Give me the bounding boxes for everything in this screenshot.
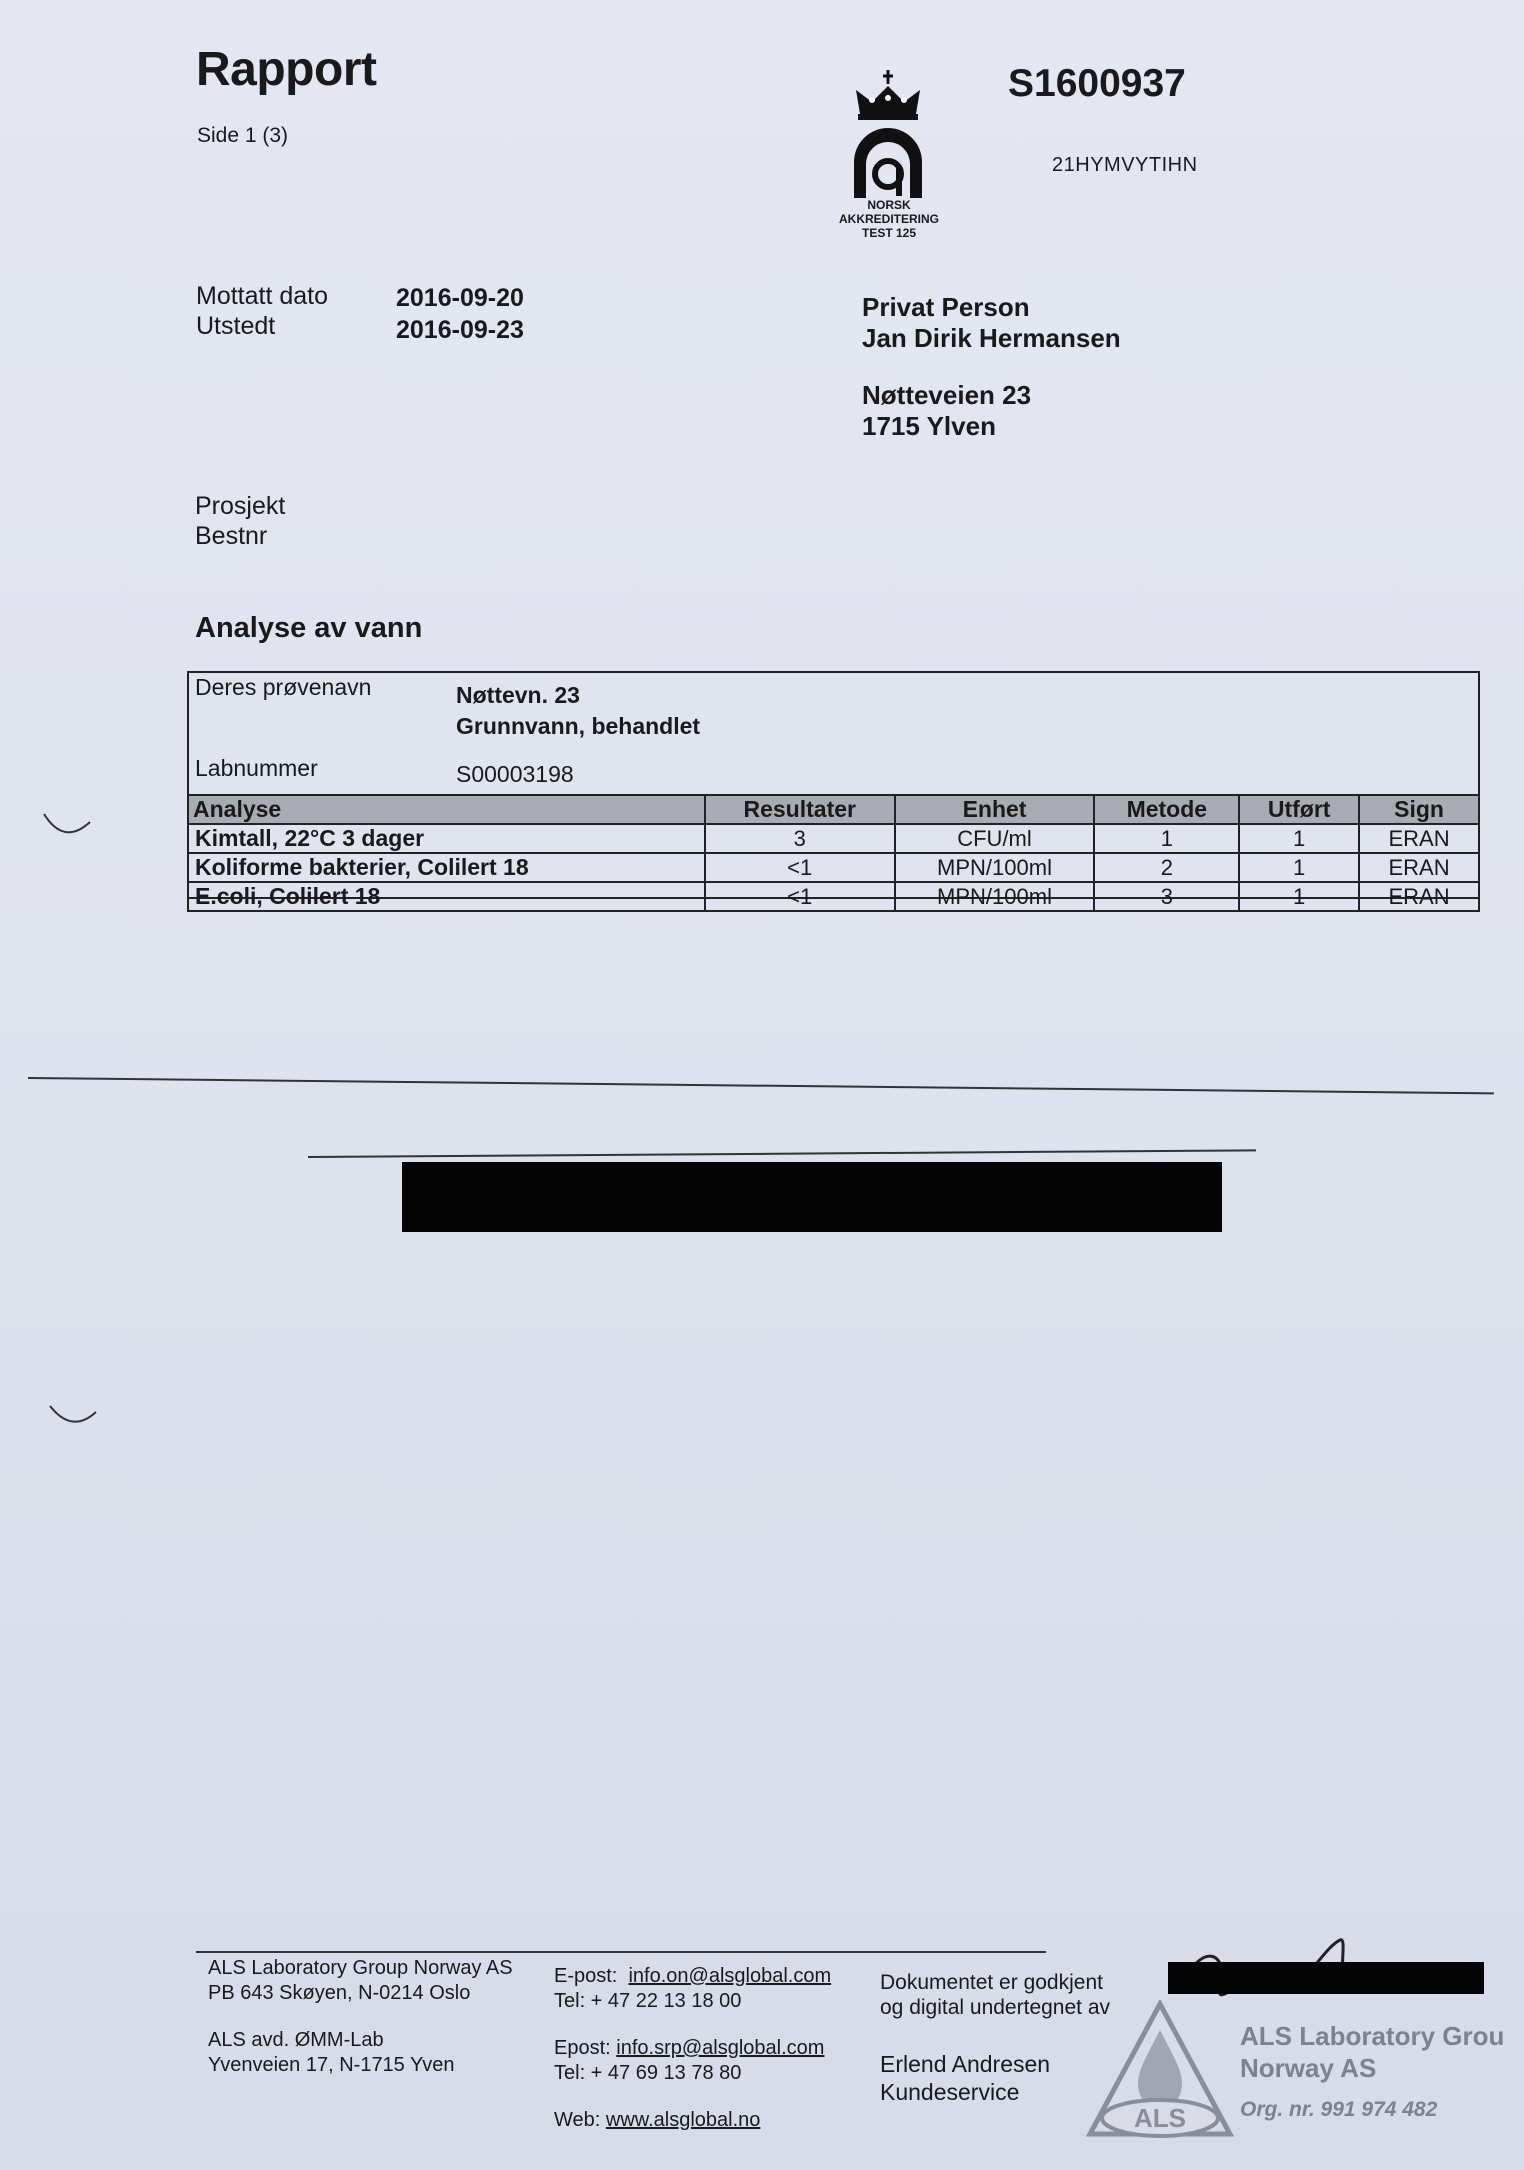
table-row xyxy=(188,824,1479,853)
performed-value: 1 xyxy=(1239,853,1359,882)
branch-address: Yvenveien 17, N-1715 Yven xyxy=(208,2054,455,2076)
approval-info: Dokumentet er godkjent og digital undertegnet av Erlend Andresen Kundeservice xyxy=(880,1971,1111,2105)
received-date-label: Mottatt dato xyxy=(196,282,329,310)
sample-name-label: Deres prøvenavn xyxy=(195,674,372,700)
performed-value: 1 xyxy=(1239,824,1359,853)
analysis-name: E.coli, Colilert 18 xyxy=(188,882,705,911)
divider-line xyxy=(28,1077,1494,1094)
issued-date-value: 2016-09-23 xyxy=(396,316,524,344)
sign-value: ERAN xyxy=(1359,882,1479,911)
method-value: 3 xyxy=(1094,882,1239,911)
column-header: Sign xyxy=(1359,795,1479,824)
lab-number-label: Labnummer xyxy=(195,755,318,781)
web-link[interactable]: www.alsglobal.no xyxy=(605,2109,761,2131)
performed-value: 1 xyxy=(1239,882,1359,911)
order-label: Bestnr xyxy=(195,522,268,550)
footer-rule xyxy=(196,1951,1046,1953)
recipient-address xyxy=(862,292,1121,442)
svg-text:ALS: ALS xyxy=(1134,2103,1186,2133)
lab-number-value: S00003198 xyxy=(456,761,574,787)
analysis-name: Kimtall, 22°C 3 dager xyxy=(188,824,705,853)
phone-yven: Tel: + 47 69 13 78 80 xyxy=(554,2062,742,2084)
result-value: <1 xyxy=(705,853,895,882)
signer-department: Kundeservice xyxy=(880,2079,1020,2105)
contact-info: E-post: info.on@alsglobal.com Tel: + 47 22 13 18 00 Epost: info.srp@alsglobal.com Tel: + 47 69 13 78 80 Web: www.alsglobal.no xyxy=(554,1965,832,2131)
table-row xyxy=(188,882,1479,911)
branch-name: ALS avd. ØMM-Lab xyxy=(208,2029,384,2051)
report-code: 21HYMVYTIHN xyxy=(1052,154,1198,176)
recipient-line1: Privat Person xyxy=(862,292,1030,322)
company-name: ALS Laboratory Group Norway AS xyxy=(208,1957,513,1979)
accreditation-text: NORSK AKKREDITERING TEST 125 xyxy=(838,198,939,240)
unit-value: MPN/100ml xyxy=(895,882,1095,911)
signer-name: Erlend Andresen xyxy=(880,2051,1051,2077)
hole-mark-icon xyxy=(46,1400,102,1436)
sign-value: ERAN xyxy=(1359,824,1479,853)
result-value: 3 xyxy=(705,824,895,853)
column-header: Metode xyxy=(1094,795,1239,824)
report-number: S1600937 xyxy=(1008,62,1186,105)
als-stamp-logo-icon xyxy=(1085,2000,1235,2140)
section-title: Analyse av vann xyxy=(195,612,423,644)
email-link-oslo[interactable]: info.on@alsglobal.com xyxy=(628,1965,832,1987)
email-link-yven[interactable]: info.srp@alsglobal.com xyxy=(616,2037,825,2059)
recipient-street: Nøtteveien 23 xyxy=(862,380,1032,410)
accreditation-logo-icon xyxy=(848,70,928,200)
report-title: Rapport xyxy=(196,43,377,96)
page-indicator: Side 1 (3) xyxy=(197,124,289,147)
result-value: <1 xyxy=(705,882,895,911)
received-date-value: 2016-09-20 xyxy=(396,284,524,312)
results-table xyxy=(187,794,1480,912)
signature-redaction-bar xyxy=(1168,1962,1484,1994)
column-header: Enhet xyxy=(895,795,1095,824)
column-header: Resultater xyxy=(705,795,895,824)
company-info xyxy=(208,1956,513,2078)
method-value: 1 xyxy=(1094,824,1239,853)
analysis-name: Koliforme bakterier, Colilert 18 xyxy=(188,853,705,882)
method-value: 2 xyxy=(1094,853,1239,882)
sample-name: Nøttevn. 23 Grunnvann, behandlet xyxy=(456,682,701,739)
column-header: Utført xyxy=(1239,795,1359,824)
stamp-company: ALS Laboratory Grou Norway AS xyxy=(1240,2021,1505,2083)
hole-mark-icon xyxy=(40,808,96,844)
stamp-org-number: Org. nr. 991 974 482 xyxy=(1240,2098,1438,2121)
project-label: Prosjekt xyxy=(195,492,286,520)
sign-value: ERAN xyxy=(1359,853,1479,882)
table-row xyxy=(188,853,1479,882)
divider-line xyxy=(308,1149,1256,1158)
recipient-line2: Jan Dirik Hermansen xyxy=(862,323,1121,353)
issued-date-label: Utstedt xyxy=(196,312,276,340)
phone-oslo: Tel: + 47 22 13 18 00 xyxy=(554,1990,742,2012)
table-header-row xyxy=(188,795,1479,824)
recipient-city: 1715 Ylven xyxy=(862,411,996,441)
unit-value: CFU/ml xyxy=(895,824,1095,853)
company-address: PB 643 Skøyen, N-0214 Oslo xyxy=(208,1982,471,2004)
unit-value: MPN/100ml xyxy=(895,853,1095,882)
redaction-bar xyxy=(402,1162,1222,1232)
column-header: Analyse xyxy=(188,795,705,824)
